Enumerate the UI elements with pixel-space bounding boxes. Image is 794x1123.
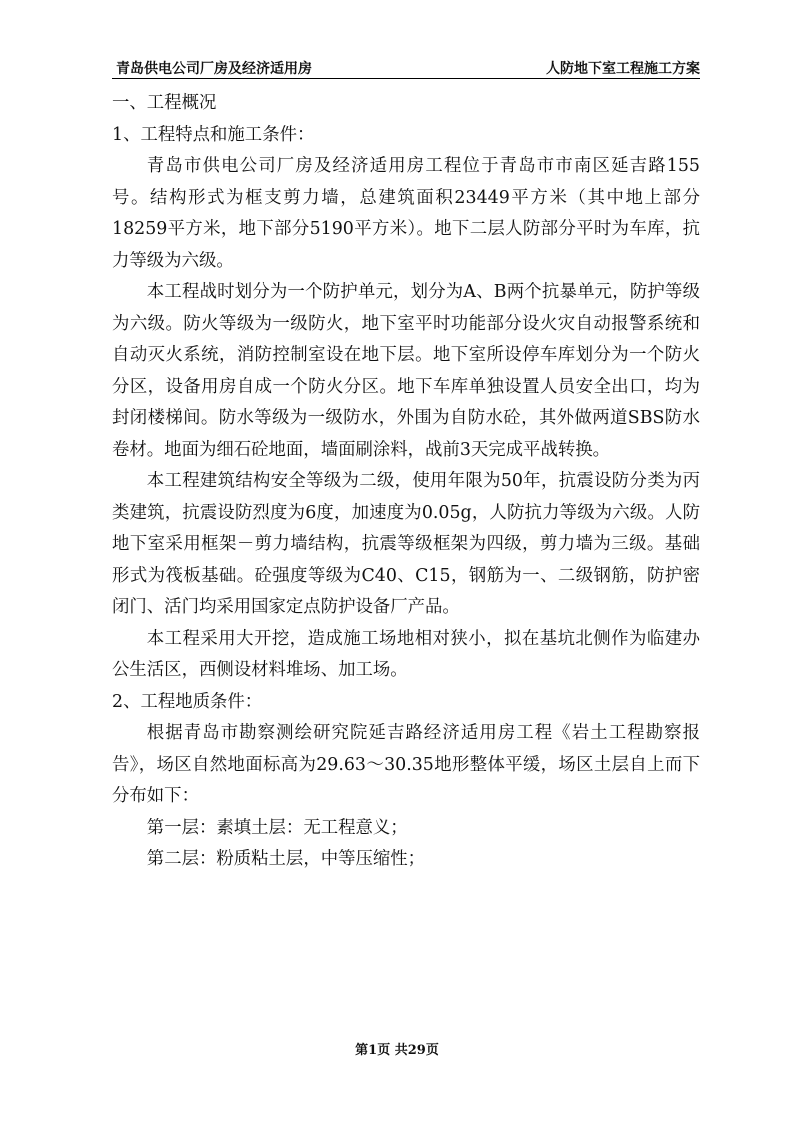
paragraph-geology: 根据青岛市勘察测绘研究院延吉路经济适用房工程《岩土工程勘察报告》，场区自然地面标高为29.63～30.35地形整体平缓，场区土层自上而下分布如下： [112,723,700,806]
header-rule [112,78,700,79]
document-body [112,88,700,876]
header-project-name: 青岛供电公司厂房及经济适用房 [116,61,312,77]
soil-layer-item: 第一层：素填土层：无工程意义； [146,817,408,838]
section-title: 一、工程概况 [112,93,217,113]
paragraph-structure: 本工程建筑结构安全等级为二级，使用年限为50年，抗震设防分类为丙类建筑，抗震设防烈度为6度，加速度为0.05g，人防抗力等级为六级。人防地下室采用框架－剪力墙结构，抗震等级框架为四级，剪力墙为三级。基础形式为筏板基础。砼强度等级为C40、C15，钢筋为一、二级钢筋，防护密闭门、活门均采用国家定点防护设备厂产品。 [112,471,700,617]
header-document-title: 人防地下室工程施工方案 [546,61,700,77]
soil-layer-item: 第二层：粉质粘土层，中等压缩性； [146,849,426,869]
paragraph-site: 本工程采用大开挖，造成施工场地相对狭小，拟在基坑北侧作为临建办公生活区，西侧设材料堆场、加工场。 [112,628,700,680]
subsection-title: 1、工程特点和施工条件： [112,124,315,145]
page-footer: 第1页 共29页 [355,1043,439,1058]
subsection-title: 2、工程地质条件： [112,691,263,712]
paragraph-protection: 本工程战时划分为一个防护单元，划分为A、B两个抗暴单元，防护等级为六级。防火等级为一级防火，地下室平时功能部分设火灾自动报警系统和自动灭火系统，消防控制室设在地下层。地下室所设停车库划分为一个防火分区，设备用房自成一个防火分区。地下车库单独设置人员安全出口，均为封闭楼梯间。防水等级为一级防水，外围为自防水砼，其外做两道SBS防水卷材。地面为细石砼地面，墙面刷涂料，战前3天完成平战转换。 [112,282,700,460]
page-header [112,56,700,78]
paragraph-overview: 青岛市供电公司厂房及经济适用房工程位于青岛市市南区延吉路155号。结构形式为框支剪力墙，总建筑面积23449平方米（其中地上部分18259平方米，地下部分5190平方米）。地下二层人防部分平时为车库，抗力等级为六级。 [112,156,700,271]
